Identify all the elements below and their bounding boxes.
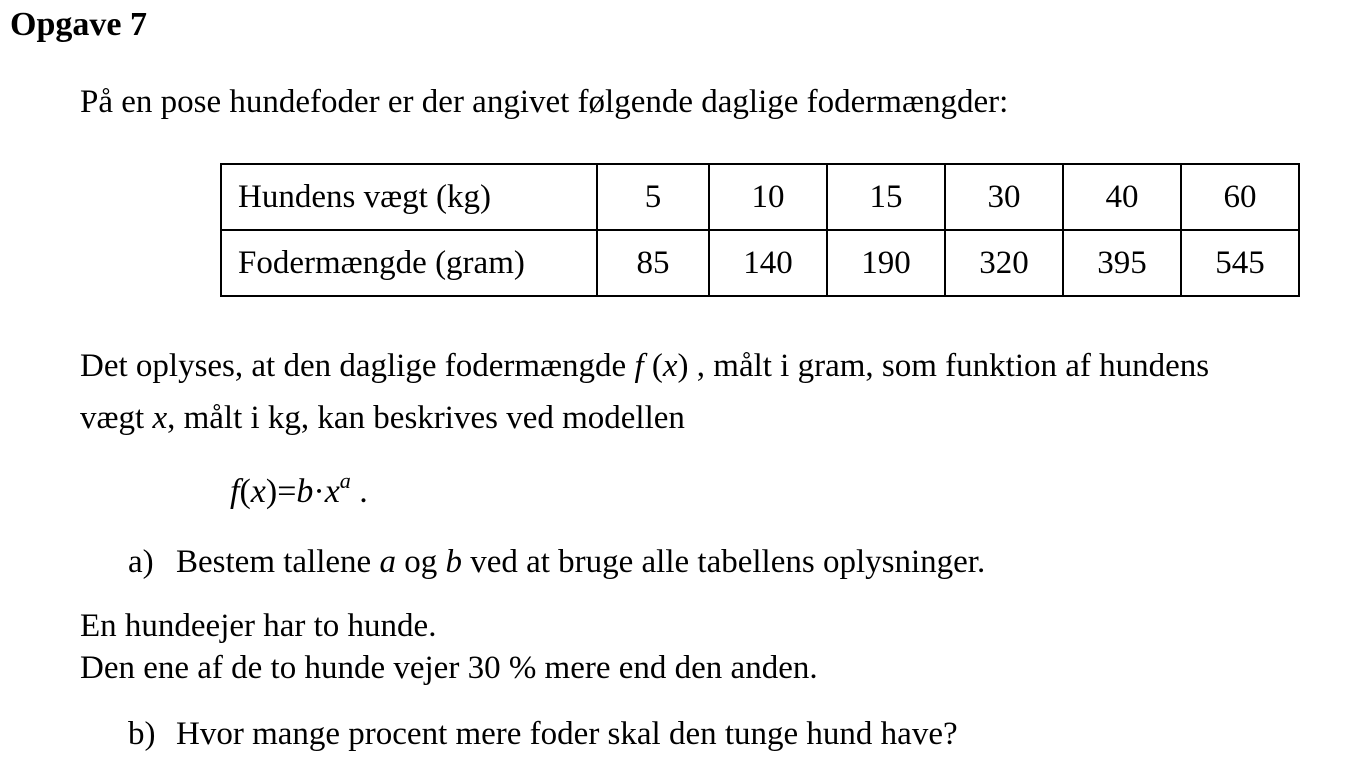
math-a: a	[379, 544, 396, 580]
model-formula	[230, 468, 368, 512]
table-cell: 60	[1181, 164, 1299, 230]
model-description-line-2	[80, 398, 685, 438]
math-paren: )	[677, 348, 689, 384]
formula-rparen-eq: )=	[265, 473, 297, 510]
table-cell: 5	[597, 164, 709, 230]
formula-b: b	[296, 473, 314, 510]
formula-x2: x	[324, 473, 340, 510]
formula-exponent: a	[339, 468, 351, 493]
table-row-weight	[221, 164, 1299, 230]
math-b: b	[445, 544, 462, 580]
formula-x: x	[250, 473, 266, 510]
row-header-food: Fodermængde (gram)	[221, 230, 597, 296]
table-cell: 85	[597, 230, 709, 296]
formula-dot: ·	[313, 473, 325, 510]
model-description-line-1	[80, 346, 1209, 386]
question-label-a: a)	[128, 544, 154, 580]
scenario-line-1: En hundeejer har to hunde.	[80, 608, 437, 644]
question-a	[128, 542, 985, 582]
table-cell: 395	[1063, 230, 1181, 296]
text-span: og	[395, 544, 446, 580]
table-cell: 10	[709, 164, 827, 230]
text-span: , målt i kg, kan beskrives ved modellen	[167, 400, 685, 436]
table-cell: 30	[945, 164, 1063, 230]
math-f: f	[634, 348, 644, 384]
table-cell: 190	[827, 230, 945, 296]
formula-end: .	[350, 473, 368, 510]
text-span: , målt i gram, som funktion af hundens	[688, 348, 1210, 384]
table-cell: 15	[827, 164, 945, 230]
intro-text: På en pose hundefoder er der angivet følgende daglige fodermængder:	[80, 84, 1009, 120]
scenario-line-2: Den ene af de to hunde vejer 30 % mere end den anden.	[80, 650, 818, 686]
text-span: Bestem tallene	[176, 544, 380, 580]
task-title: Opgave 7	[10, 6, 147, 43]
math-x: x	[152, 400, 168, 436]
text-span: ved at bruge alle tabellens oplysninger.	[461, 544, 986, 580]
row-header-weight: Hundens vægt (kg)	[221, 164, 597, 230]
table-cell: 140	[709, 230, 827, 296]
question-b	[128, 714, 958, 754]
math-x: x	[662, 348, 678, 384]
table-cell: 320	[945, 230, 1063, 296]
formula-f: f	[230, 473, 240, 510]
table-row-food	[221, 230, 1299, 296]
feeding-table	[220, 163, 1300, 297]
formula-lparen: (	[239, 473, 251, 510]
question-b-text: Hvor mange procent mere foder skal den tunge hund have?	[176, 716, 958, 752]
text-span: vægt	[80, 400, 153, 436]
question-label-b: b)	[128, 716, 156, 752]
math-paren: (	[643, 348, 663, 384]
text-span: Det oplyses, at den daglige fodermængde	[80, 348, 635, 384]
table-cell: 545	[1181, 230, 1299, 296]
table-cell: 40	[1063, 164, 1181, 230]
